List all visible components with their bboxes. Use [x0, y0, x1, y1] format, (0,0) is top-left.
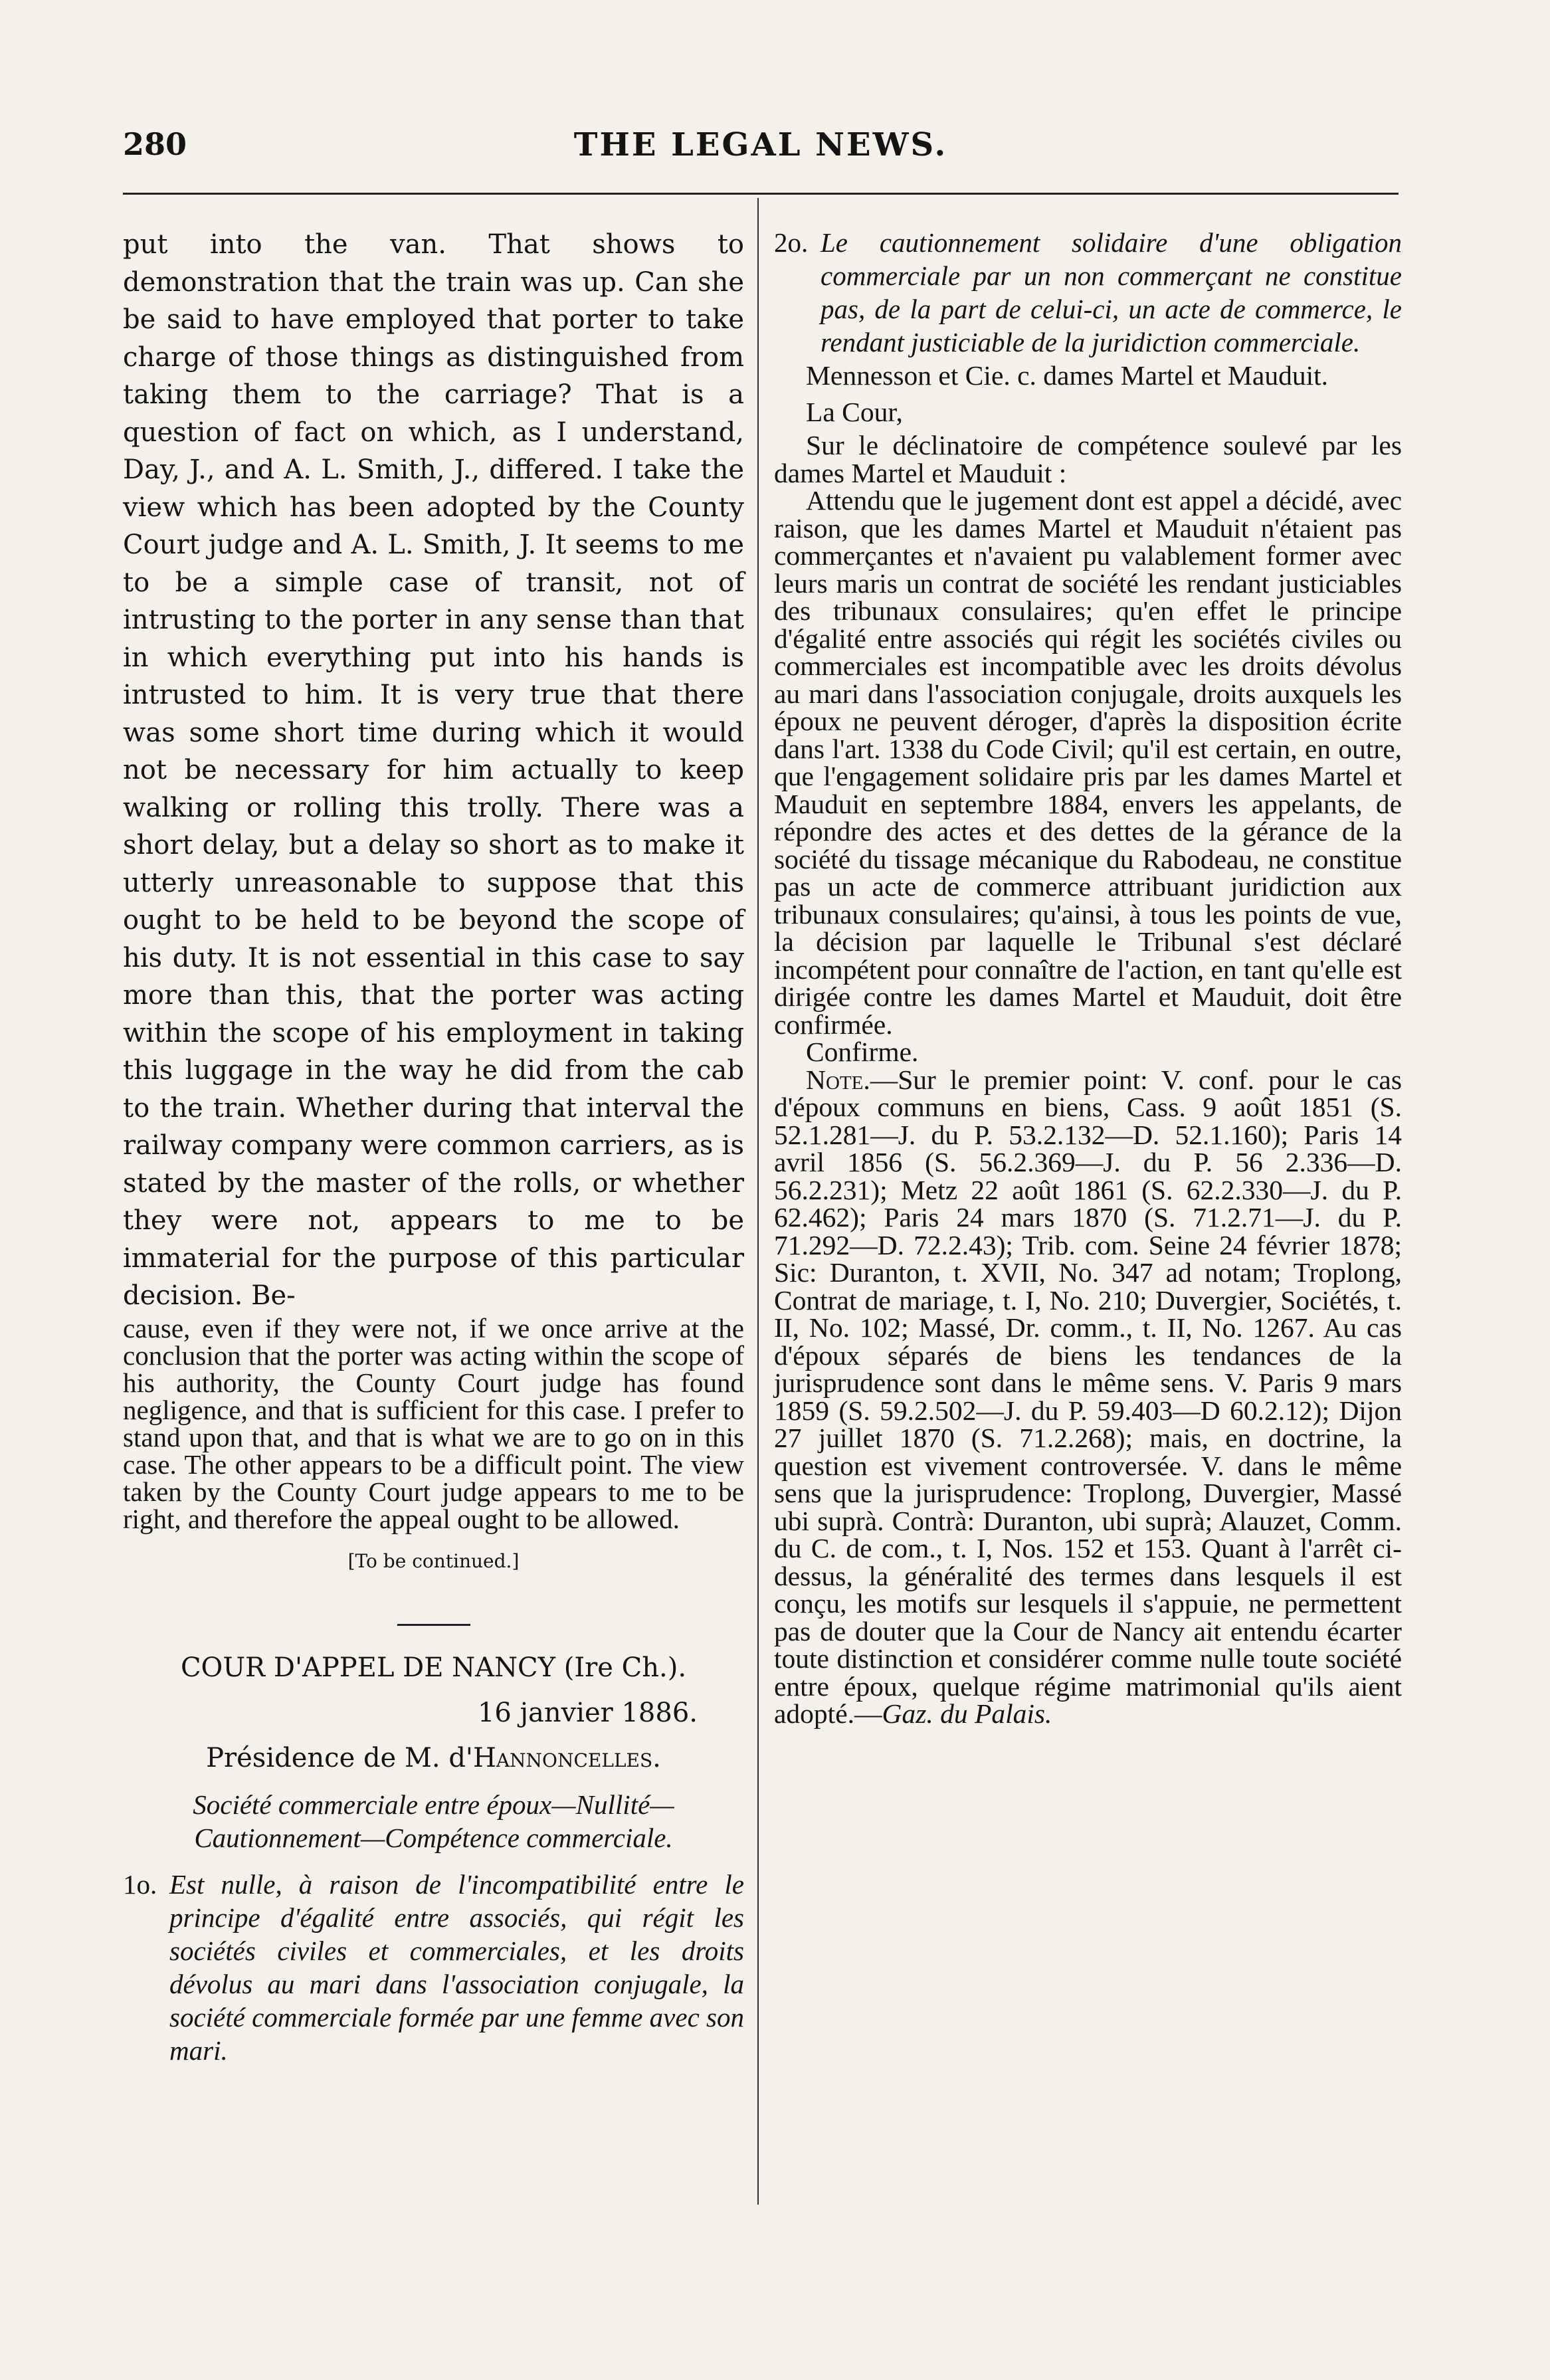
la-cour: La Cour, — [806, 397, 903, 427]
note-label: Note. — [806, 1064, 870, 1095]
point-1-number: 1o. — [123, 1868, 157, 1900]
case-parties: Mennesson et Cie. c. dames Martel et Mauduit. — [806, 360, 1329, 391]
note-source: Gaz. du Palais. — [882, 1698, 1052, 1729]
presidence-line — [123, 1743, 744, 1773]
note-text: —Sur le premier point: V. conf. pour le cas d'époux communs en biens, Cass. 9 août 1851 (S. 52.1.281—J. du P. 53.2.132—D. 52.1.160); Paris 14 avril 1856 (S. 56.2.369—J. du P. 56 2.336—D. 56.2.231); Metz 22 août 1861 (S. 62.2.330—J. du P. 62.462); Paris 24 mars 1870 (S. 71.2.71—J. du P. 71.292—D. 72.2.43); Trib. com. Seine 24 février 1878; Sic: Duranton, t. XVII, No. 347 ad notam; Troplong, Contrat de mariage, t. I, No. 210; Duvergier, Sociétés, t. II, No. 102; Massé, Dr. comm., t. II, No. 1267. Au cas d'époux séparés de biens les tendances de la jurisprudence sont dans le même sens. V. Paris 9 mars 1859 (S. 59.2.502—J. du P. 59.403—D 60.2.12); Dijon 27 juillet 1870 (S. 71.2.268); mais, en doctrine, la question est vivement controversée. V. dans le même sens que la jurisprudence: Troplong, Duvergier, Massé ubi suprà. Contrà: Duranton, ubi suprà; Alauzet, Comm. du C. de com., t. I, Nos. 152 et 153. Quant à l'arrêt ci-dessus, la généralité des termes dans lesquels il est conçu, les motifs sur lesquels il s'appuie, ne permettent pas de douter que la Cour de Nancy ait entendu écarter toute distinction et considérer comme nulle toute société entre époux, quelque régime matrimonial qu'ils aient adopté.— — [774, 1064, 1402, 1729]
confirme: Confirme. — [806, 1037, 919, 1067]
section-rule — [397, 1624, 470, 1626]
court-title: COUR D'APPEL DE NANCY (Ire Ch.). — [180, 1652, 687, 1683]
paragraph-declinatoire: Sur le déclinatoire de compétence soulevé par les dames Martel et Mauduit : — [774, 430, 1402, 488]
page-header — [123, 126, 1399, 179]
left-paragraph-1: put into the van. That shows to demonstration that the train was up. Can she be said to have employed that porter to take charge of those things as distinguished from taking them to the carriage? That is a question of fact on which, as I understand, Day, J., and A. L. Smith, J., differed. I take the view which has been adopted by the County Court judge and A. L. Smith, J. It seems to me to be a simple case of transit, not of intrusting to the porter in any sense than that in which everything put into his hands is intrusted to him. It is very true that there was some short time during which it would not be necessary for him actually to keep walking or rolling this trolly. There was a short delay, but a delay so short as to make it utterly unreasonable to suppose that this ought to be held to be beyond the scope of his duty. It is not essential in this case to say more than this, that the porter was acting within the scope of his employment in taking this luggage in the way he did from the cab to the train. Whether during that interval the railway company were common carriers, as is stated by the master of the rolls, or whether they were not, appears to me to be immaterial for the purpose of this particular decision. Be- — [123, 229, 744, 1311]
column-divider — [757, 198, 759, 2205]
running-head: THE LEGAL NEWS. — [573, 126, 948, 163]
point-2-number: 2o. — [774, 227, 809, 258]
left-column — [123, 226, 744, 2067]
page-number: 280 — [123, 126, 187, 162]
point-1-text: Est nulle, à raison de l'incompatibilité entre le principe d'égalité entre associés, qui régit les sociétés civiles et commerciales, et les droits dévolus au mari dans l'association conjugale, la société commerciale formée par une femme avec son mari. — [169, 1868, 744, 2066]
left-paragraph-2: cause, even if they were not, if we once arrive at the conclusion that the porter was acting within the scope of his authority, the County Court judge has found negligence, and that is sufficient for this case. I prefer to stand upon that, and that is what we are to go on in this case. The other appears to be a difficult point. The view taken by the County Court judge appears to me to be right, and therefore the appeal ought to be allowed. — [123, 1312, 744, 1534]
presiding-judge-name: Hannoncelles. — [472, 1742, 661, 1773]
case-subject: Société commerciale entre époux—Nullité—Cautionnement—Compétence commerciale. — [193, 1789, 674, 1853]
paragraph-attendu: Attendu que le jugement dont est appel a décidé, avec raison, que les dames Martel et Mauduit n'étaient pas commerçantes et n'avaient pu valablement former avec leurs maris un contrat de société les rendant justiciables des tribunaux consulaires; qu'en effet le principe d'égalité entre associés qui régit les sociétés civiles ou commerciales est incompatible avec les droits dévolus au mari dans l'association conjugale, droits auxquels les époux ne peuvent déroger, d'après la disposition écrite dans l'art. 1338 du Code Civil; qu'il est certain, en outre, que l'engagement solidaire pris par les dames Martel et Mauduit en septembre 1884, envers les appelants, de répondre des actes et des dettes de la gérance de la société du tissage mécanique du Rabodeau, ne constitue pas un acte de commerce attribuant juridiction aux tribunaux consulaires; qu'ainsi, à tous les points de vue, la décision par laquelle le Tribunal s'est déclaré incompétent pour connaître de l'action, en tant qu'elle est dirigée contre les dames Martel et Mauduit, doit être confirmée. — [774, 485, 1402, 1040]
note-paragraph — [774, 1066, 1402, 1728]
right-column — [774, 226, 1402, 1728]
point-2-text: Le cautionnement solidaire d'une obligation commerciale par un non commerçant ne constitue pas, de la part de celui-ci, un acte de commerce, le rendant justiciable de la juridiction commerciale. — [821, 227, 1402, 357]
to-be-continued: [To be continued.] — [347, 1549, 520, 1572]
judgment-date: 16 janvier 1886. — [477, 1697, 698, 1728]
presidence-prefix: Présidence de M. d' — [206, 1742, 473, 1773]
header-rule — [123, 193, 1399, 195]
headnote-point-2 — [774, 226, 1402, 359]
headnote-point-1 — [123, 1868, 744, 2067]
